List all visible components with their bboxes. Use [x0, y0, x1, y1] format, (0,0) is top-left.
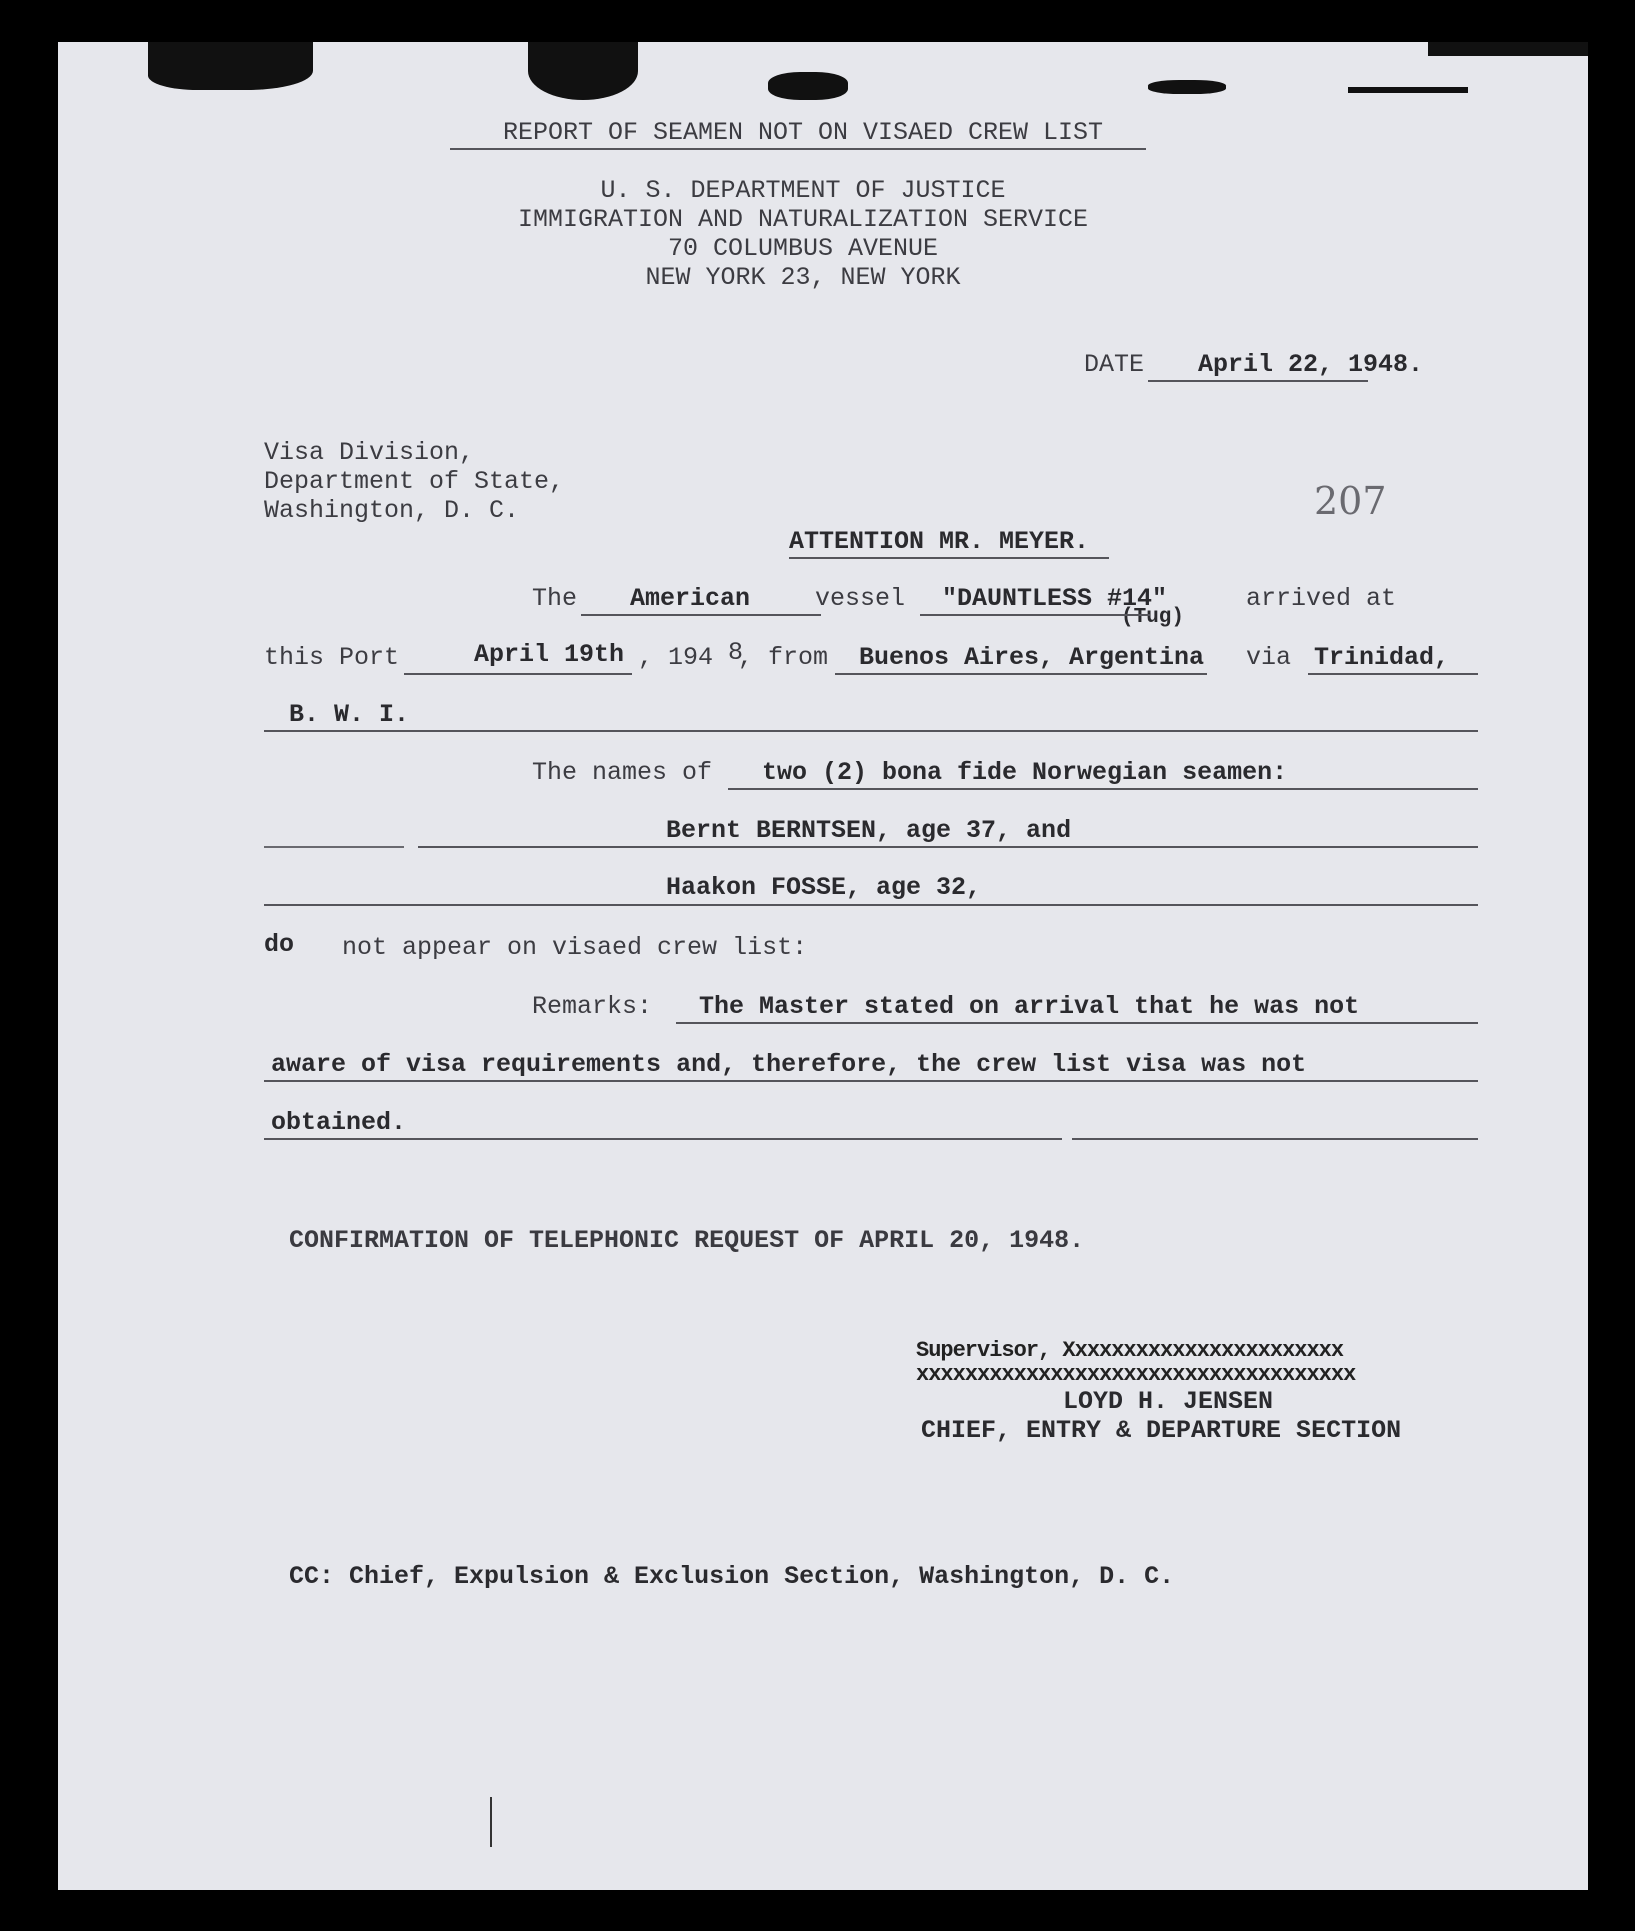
from-place: Buenos Aires, Argentina [859, 643, 1205, 672]
scan-artifact [490, 1797, 492, 1847]
via-place-underline [1308, 673, 1478, 675]
arrival-date: April 19th [474, 640, 625, 669]
document-page [58, 42, 1588, 1890]
agency-line-4: NEW YORK 23, NEW YORK [645, 263, 961, 292]
via-place-cont: B. W. I. [289, 700, 410, 729]
remarks-line-3: obtained. [271, 1108, 407, 1137]
names-intro: two (2) bona fide Norwegian seamen: [762, 758, 1288, 787]
from-place-underline [835, 673, 1207, 675]
remarks-line-1-underline [676, 1022, 1478, 1024]
top-edge-damage [768, 72, 848, 100]
from-label: , from [738, 643, 829, 672]
attention-underline [789, 557, 1109, 559]
not-appear-text: not appear on visaed crew list: [342, 933, 808, 962]
arrival-date-underline [404, 673, 632, 675]
seaman-2-underline [264, 904, 1478, 906]
remarks-label: Remarks: [532, 992, 653, 1021]
file-number: 207 [1314, 479, 1387, 523]
nationality-underline [581, 614, 821, 616]
top-edge-damage [1348, 87, 1468, 93]
names-label: The names of [532, 758, 713, 787]
year-prefix: , 194 [638, 643, 714, 672]
attention-line: ATTENTION MR. MEYER. [789, 527, 1090, 556]
top-edge-damage [1148, 80, 1226, 94]
agency-line-3: 70 COLUMBUS AVENUE [667, 234, 939, 263]
vessel-nationality: American [630, 584, 751, 613]
arrived-label: arrived at [1246, 584, 1397, 613]
remarks-line-2: aware of visa requirements and, therefore, the crew list visa was not [271, 1050, 1307, 1079]
top-edge-damage [528, 42, 638, 100]
agency-line-2: IMMIGRATION AND NATURALIZATION SERVICE [517, 205, 1089, 234]
year-suffix: 8 [728, 638, 744, 667]
names-intro-underline [728, 788, 1478, 790]
agency-line-1: U. S. DEPARTMENT OF JUSTICE [600, 176, 1006, 205]
confirmation-line: CONFIRMATION OF TELEPHONIC REQUEST OF APRIL 20, 1948. [289, 1226, 1085, 1255]
the-label: The [532, 584, 578, 613]
via-place-cont-underline [264, 730, 1478, 732]
signature-struck-line-2: xxxxxxxxxxxxxxxxxxxxxxxxxxxxxxxxxxxx [916, 1362, 1356, 1387]
remarks-line-1: The Master stated on arrival that he was not [699, 992, 1360, 1021]
vessel-name: "DAUNTLESS #14" [942, 584, 1168, 613]
not-appear-verb: do [264, 930, 295, 959]
addressee-line-2: Department of State, [264, 467, 565, 496]
top-edge-damage [1428, 42, 1588, 56]
vessel-label: vessel [815, 584, 906, 613]
date-value: April 22, 1948. [1198, 350, 1424, 379]
seaman-1-underline [418, 846, 1478, 848]
seaman-1-underline-left [264, 846, 404, 848]
signature-struck-line-1: Supervisor, Xxxxxxxxxxxxxxxxxxxxxxx [916, 1338, 1344, 1363]
date-label: DATE [1084, 350, 1145, 379]
top-edge-damage [148, 42, 313, 90]
date-underline [1148, 380, 1368, 382]
signature-title: CHIEF, ENTRY & DEPARTURE SECTION [921, 1416, 1402, 1445]
title-underline [450, 148, 1146, 150]
remarks-line-3-underline-right [1072, 1138, 1478, 1140]
vessel-name-underline [920, 614, 1150, 616]
remarks-line-2-underline [264, 1080, 1478, 1082]
via-label: via [1246, 643, 1292, 672]
report-title: REPORT OF SEAMEN NOT ON VISAED CREW LIST [502, 118, 1104, 147]
via-place: Trinidad, [1314, 643, 1450, 672]
remarks-line-3-underline [264, 1138, 1062, 1140]
addressee-line-3: Washington, D. C. [264, 496, 520, 525]
addressee-line-1: Visa Division, [264, 438, 475, 467]
port-label: this Port [264, 643, 400, 672]
vessel-type-note: (Tug) [1121, 606, 1185, 629]
cc-line: CC: Chief, Expulsion & Exclusion Section, Washington, D. C. [289, 1562, 1175, 1591]
seaman-1: Bernt BERNTSEN, age 37, and [666, 816, 1072, 845]
signature-name: LOYD H. JENSEN [1063, 1387, 1274, 1416]
seaman-2: Haakon FOSSE, age 32, [666, 873, 982, 902]
